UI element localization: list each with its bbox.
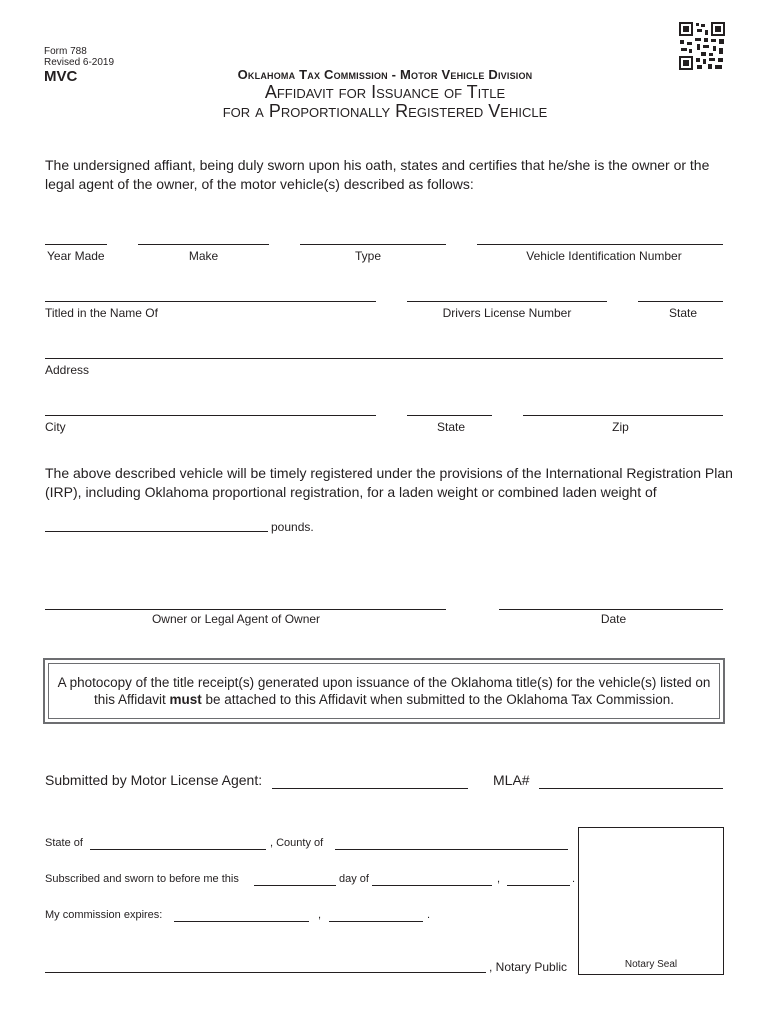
type-field[interactable] xyxy=(300,244,446,245)
sworn-day-field[interactable] xyxy=(254,885,336,886)
titled-name-field[interactable] xyxy=(45,301,376,302)
state-label: State xyxy=(436,420,466,434)
year-made-field[interactable] xyxy=(45,244,107,245)
form-number: Form 788 xyxy=(44,46,87,57)
commission-year-field[interactable] xyxy=(329,921,423,922)
dl-state-field[interactable] xyxy=(638,301,723,302)
year-made-label: Year Made xyxy=(47,249,105,263)
submitted-by-label: Submitted by Motor License Agent: xyxy=(45,772,263,788)
intro-statement: The undersigned affiant, being duly sworn upon his oath, states and certifies that he/she is the owner or the legal agent of the owner, of the motor vehicle(s) described as follows: xyxy=(45,157,710,192)
zip-field[interactable] xyxy=(523,415,723,416)
license-agent-field[interactable] xyxy=(272,788,468,789)
vin-label: Vehicle Identification Number xyxy=(526,249,682,263)
form-title-line2: for a Proportionally Registered Vehicle xyxy=(222,101,548,121)
state-of-label: State of xyxy=(45,837,83,849)
notice-text: A photocopy of the title receipt(s) generated upon issuance of the Oklahoma title(s) for the vehicle(s) listed on this Affidavit must be attached to this Affidavit when submitted to the Oklahoma Tax Commission. xyxy=(57,675,711,707)
owner-signature-label: Owner or Legal Agent of Owner xyxy=(151,612,321,626)
commission-period: . xyxy=(427,909,431,921)
address-field[interactable] xyxy=(45,358,723,359)
type-label: Type xyxy=(354,249,381,263)
city-field[interactable] xyxy=(45,415,376,416)
address-label: Address xyxy=(45,363,90,377)
make-label: Make xyxy=(188,249,219,263)
irp-statement: The above described vehicle will be timely registered under the provisions of the International Registration Plan (IRP), including Oklahoma proportional registration, for a laden weight or combined laden weight of xyxy=(45,465,733,500)
county-of-label: , County of xyxy=(270,837,324,849)
laden-weight-field[interactable] xyxy=(45,531,268,532)
day-of-label: day of xyxy=(339,873,369,885)
titled-name-label: Titled in the Name Of xyxy=(45,306,158,320)
city-label: City xyxy=(45,420,66,434)
drivers-license-field[interactable] xyxy=(407,301,607,302)
commission-expires-label: My commission expires: xyxy=(45,909,163,921)
owner-signature-field[interactable] xyxy=(45,609,446,610)
period-separator: . xyxy=(572,873,576,885)
division-code: MVC xyxy=(44,68,78,85)
subscribed-label: Subscribed and sworn to before me this xyxy=(45,873,239,885)
commission-date-field[interactable] xyxy=(174,921,309,922)
notary-seal-label: Notary Seal xyxy=(624,959,678,970)
sworn-year-field[interactable] xyxy=(507,885,570,886)
notary-state-field[interactable] xyxy=(90,849,266,850)
vin-field[interactable] xyxy=(477,244,723,245)
agency-name: Oklahoma Tax Commission - Motor Vehicle Division xyxy=(237,67,533,82)
signature-date-field[interactable] xyxy=(499,609,723,610)
zip-label: Zip xyxy=(612,420,629,434)
notice-box xyxy=(43,658,725,724)
mla-label: MLA# xyxy=(493,772,530,788)
notary-signature-field[interactable] xyxy=(45,972,486,973)
notary-seal-box xyxy=(578,827,724,975)
sworn-month-field[interactable] xyxy=(372,885,492,886)
drivers-license-label: Drivers License Number xyxy=(442,306,572,320)
state-field[interactable] xyxy=(407,415,492,416)
pounds-label: pounds. xyxy=(271,520,314,534)
notary-public-label: , Notary Public xyxy=(489,960,568,974)
notice-emphasis: must xyxy=(169,692,202,707)
notary-county-field[interactable] xyxy=(335,849,568,850)
qr-code-icon xyxy=(679,22,725,70)
commission-comma: , xyxy=(318,909,322,921)
signature-date-label: Date xyxy=(600,612,627,626)
comma-separator: , xyxy=(497,873,501,885)
dl-state-label: State xyxy=(668,306,698,320)
mla-number-field[interactable] xyxy=(539,788,723,789)
form-title-line1: Affidavit for Issuance of Title xyxy=(264,82,506,102)
revised-date: Revised 6-2019 xyxy=(44,57,115,68)
make-field[interactable] xyxy=(138,244,269,245)
